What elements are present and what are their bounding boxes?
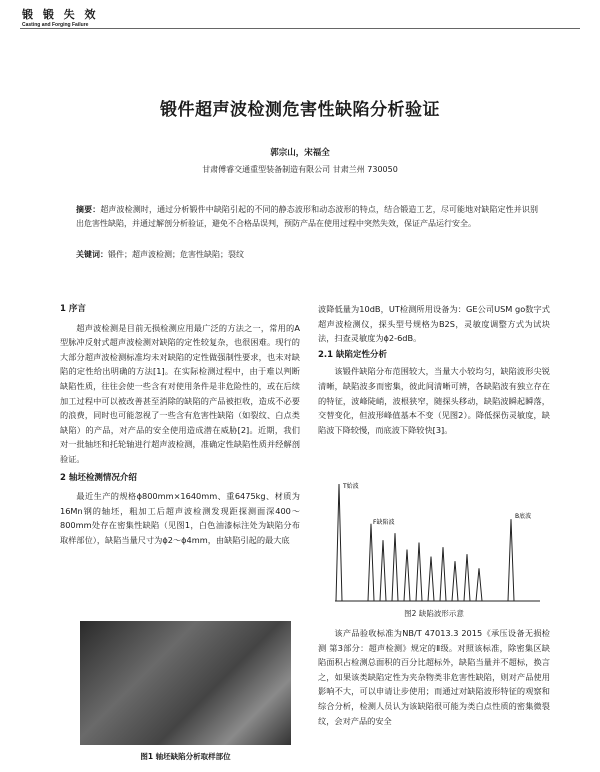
header-divider xyxy=(20,28,580,29)
waveform-peak-10 xyxy=(476,568,482,601)
waveform-peak-8 xyxy=(452,561,458,601)
label-F: F缺陷波 xyxy=(373,519,395,526)
abstract-label: 摘要： xyxy=(76,205,101,214)
abstract xyxy=(76,203,538,231)
section-2-paragraph: 最近生产的规格ϕ800mm×1640mm、重6475kg、材质为16Mn钢的轴坯，粗加工后超声波检测发现距探测面深400～800mm处存在密集性缺陷（见图1，白色油漆标注处为缺陷分布取样部位），缺陷当量尺寸为ϕ2～ϕ4mm，由缺陷引起的最大底 xyxy=(60,491,300,545)
waveform-peak-7 xyxy=(440,547,446,601)
figure-1-photo xyxy=(80,621,291,745)
right-column-top xyxy=(318,302,550,437)
authors: 郭宗山，宋福全 xyxy=(270,148,330,158)
figure-1-caption: 图1 轴坯缺陷分析取样部位 xyxy=(140,752,231,761)
keywords-label: 关键词： xyxy=(76,250,108,259)
article-title: 锻件超声波检测危害性缺陷分析验证 xyxy=(160,100,440,120)
keywords-text: 锻件；超声波检测；危害性缺陷；裂纹 xyxy=(108,250,244,259)
figure-2-waveform-chart xyxy=(325,476,545,606)
waveform-peak-5 xyxy=(416,543,422,602)
defect-analysis-paragraph: 该锻件缺陷分布范围较大，当量大小较均匀，缺陷波形尖锐清晰，缺陷波多而密集，彼此间清晰可辨，各缺陷波有独立存在的特征，波峰陡峭，波根狭窄，随探头移动，缺陷波瞬起瞬落，交替变化，但波形峰值基本不变（见图2）。降低探伤灵敏度，缺陷波下降较慢，而底波下降较快[3]。 xyxy=(318,366,550,435)
label-T: T始波 xyxy=(343,483,359,490)
section-1-paragraph: 超声波检测是目前无损检测应用最广泛的方法之一，常用的A型脉冲反射式超声波检测对缺陷的定性较复杂，也很困难。现行的大部分超声波检测标准均未对缺陷的定性做强制性要求，也未对缺陷的定性给出明确的方法[1]。在实际检测过程中，由于难以判断缺陷性质，往往会使一些含有对使用条件是非危险性的，或在后续加工过程中可以被改善甚至消除的缺陷的产品被拒收，造成不必要的浪费，同时也可能忽视了一些含有危害性缺陷（如裂纹、白点类缺陷）的产品，对产品的安全使用造成潜在威胁[2]。近期，我们对一批轴坯和托轮轴进行超声波检测，准确定性缺陷性质并经解剖验证。 xyxy=(60,322,300,464)
right-column-bottom xyxy=(318,626,550,728)
left-column xyxy=(60,302,300,548)
chart-peaks xyxy=(336,484,514,601)
section-1-title: 1 序言 xyxy=(60,304,86,314)
waveform-peak-3 xyxy=(392,533,398,601)
journal-name: 锻 锻 失 效 xyxy=(22,8,99,21)
waveform-peak-2 xyxy=(380,540,386,601)
affiliation: 甘肃傅睿交通重型装备制造有限公司 甘肃兰州 730050 xyxy=(202,165,398,174)
journal-name-en: Casting and Forging Failure xyxy=(22,22,89,28)
standard-paragraph: 该产品验收标准为NB/T 47013.3 2015《承压设备无损检测 第3部分：超声检测》规定的Ⅱ级。对照该标准，除密集区缺陷面积占检测总面积的百分比超标外，缺陷当量并不超标，换言之，如果该类缺陷定性为夹杂物类非危害性缺陷，则对产品使用影响不大，可以申请让步使用；而通过对缺陷波形特征的观察和综合分析，检测人员认为该缺陷很可能为类白点性质的密集微裂纹，会对产品的安全 xyxy=(318,628,550,726)
waveform-peak-6 xyxy=(428,557,434,601)
waveform-peak-4 xyxy=(404,550,410,601)
waveform-peak-9 xyxy=(464,554,470,601)
figure-2-caption: 图2 缺陷波形示意 xyxy=(404,609,464,618)
section-2-1-title: 2.1 缺陷定性分析 xyxy=(318,349,388,360)
equipment-paragraph: 波降低量为10dB，UT检测所用设备为：GE公司USM go数字式超声波检测仪，探头型号规格为B2S，灵敏度调整方式为试块法，扫查灵敏度为ϕ2-6dB。 xyxy=(318,304,550,344)
waveform-peak-11 xyxy=(508,519,514,601)
waveform-peak-1 xyxy=(368,524,374,601)
section-2-title: 2 轴坯检测情况介绍 xyxy=(60,472,137,483)
label-B: B底波 xyxy=(515,513,532,520)
waveform-peak-0 xyxy=(336,484,342,601)
journal-header xyxy=(22,6,99,28)
keywords xyxy=(76,249,538,260)
abstract-text: 超声波检测时，通过分析锻件中缺陷引起的不同的静态波形和动态波形的特点，结合锻造工艺，尽可能地对缺陷定性并识别出危害性缺陷，并通过解剖分析验证，避免不合格品误判，预防产品在使用过程中突然失效，保证产品运行安全。 xyxy=(76,205,539,228)
